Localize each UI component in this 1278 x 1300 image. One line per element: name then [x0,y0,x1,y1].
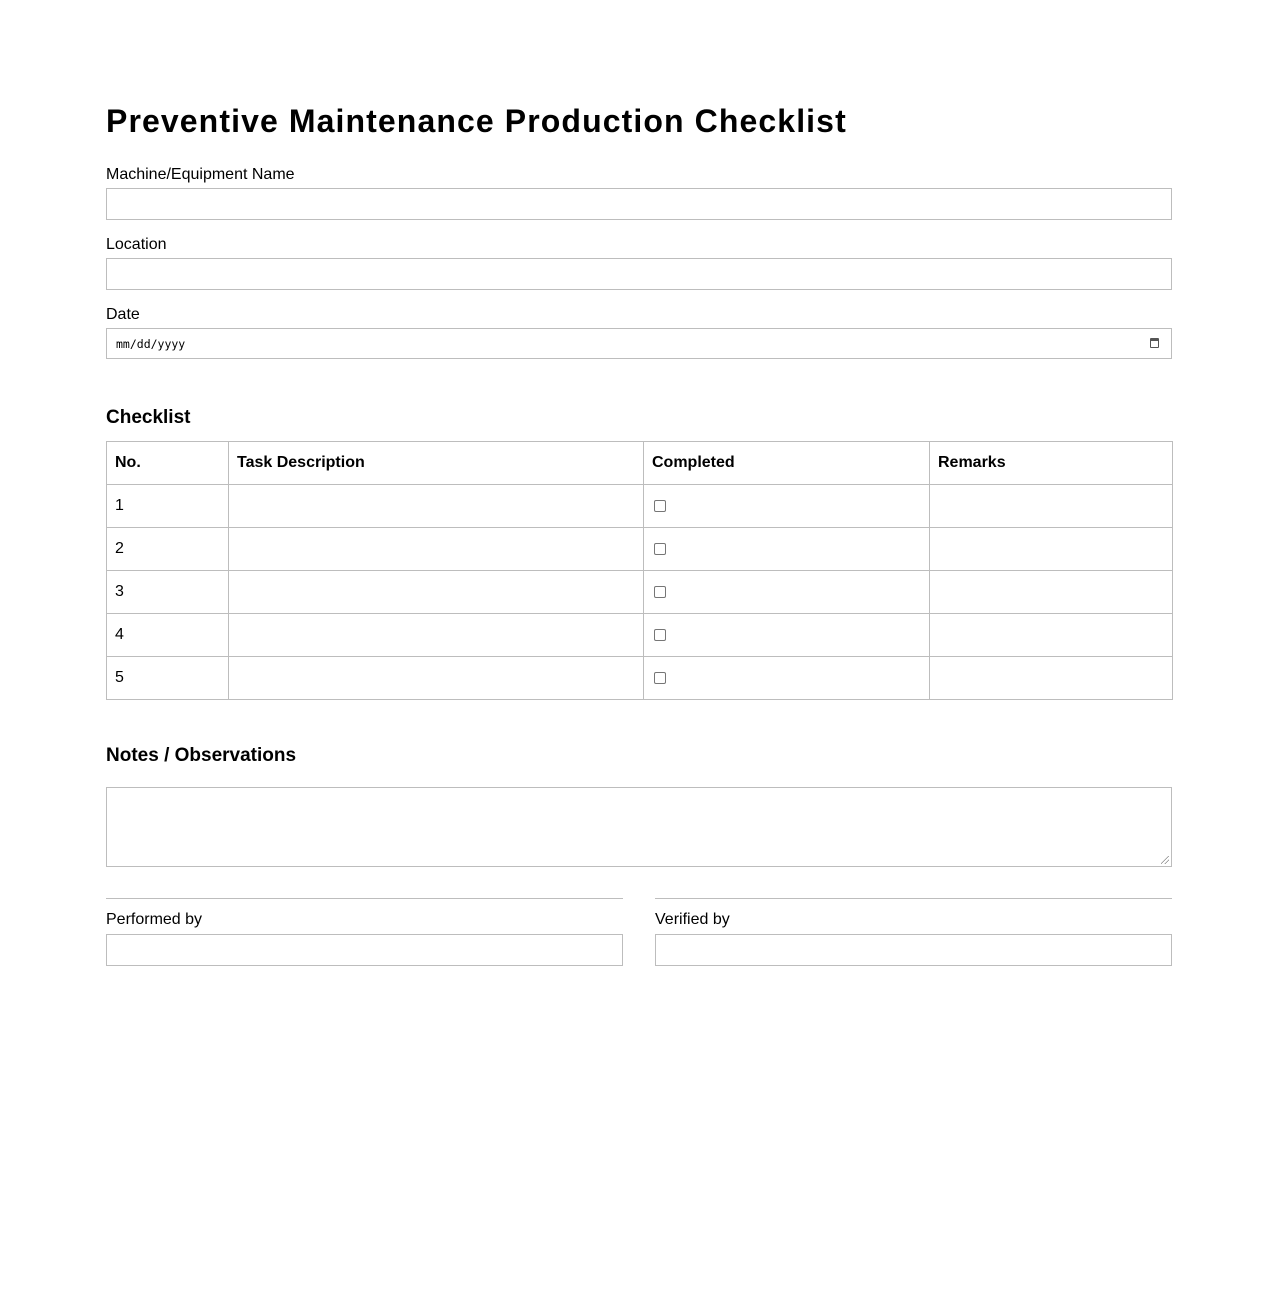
location-input[interactable] [106,258,1172,290]
column-header-completed: Completed [644,442,930,485]
table-header-row [107,442,1173,485]
notes-heading: Notes / Observations [106,745,297,766]
completed-checkbox[interactable] [654,500,666,512]
table-row [107,528,1173,571]
machine-name-input[interactable] [106,188,1172,220]
remarks-cell[interactable] [930,485,1173,528]
date-input[interactable] [106,328,1172,359]
table-row [107,657,1173,700]
signature-line [106,898,623,899]
page-title: Preventive Maintenance Production Checklist [106,103,847,139]
column-header-task: Task Description [229,442,644,485]
completed-checkbox[interactable] [654,629,666,641]
performed-by-label: Performed by [106,911,203,928]
checklist-table [106,441,1173,700]
completed-cell [644,614,930,657]
table-row [107,571,1173,614]
remarks-cell[interactable] [930,571,1173,614]
verified-by-input[interactable] [655,934,1172,966]
date-label: Date [106,306,140,323]
completed-cell [644,528,930,571]
completed-cell [644,571,930,614]
signature-line [655,898,1172,899]
completed-cell [644,657,930,700]
task-description-cell[interactable] [229,571,644,614]
remarks-cell[interactable] [930,657,1173,700]
date-placeholder: mm/dd/yyyy [116,337,186,351]
task-description-cell[interactable] [229,485,644,528]
table-row [107,485,1173,528]
row-number: 5 [107,657,229,700]
verified-by-section [655,898,1172,928]
row-number: 2 [107,528,229,571]
completed-checkbox[interactable] [654,543,666,555]
column-header-remarks: Remarks [930,442,1173,485]
column-header-no: No. [107,442,229,485]
task-description-cell[interactable] [229,657,644,700]
resize-handle-icon[interactable] [1161,856,1169,864]
task-description-cell[interactable] [229,614,644,657]
table-row [107,614,1173,657]
calendar-icon[interactable] [1150,338,1159,348]
machine-name-label: Machine/Equipment Name [106,166,295,183]
row-number: 3 [107,571,229,614]
performed-by-section [106,898,623,928]
completed-cell [644,485,930,528]
verified-by-label: Verified by [655,911,730,928]
performed-by-input[interactable] [106,934,623,966]
checklist-heading: Checklist [106,407,191,428]
row-number: 1 [107,485,229,528]
completed-checkbox[interactable] [654,586,666,598]
location-label: Location [106,236,167,253]
task-description-cell[interactable] [229,528,644,571]
notes-textarea[interactable] [106,787,1172,867]
remarks-cell[interactable] [930,614,1173,657]
completed-checkbox[interactable] [654,672,666,684]
remarks-cell[interactable] [930,528,1173,571]
row-number: 4 [107,614,229,657]
